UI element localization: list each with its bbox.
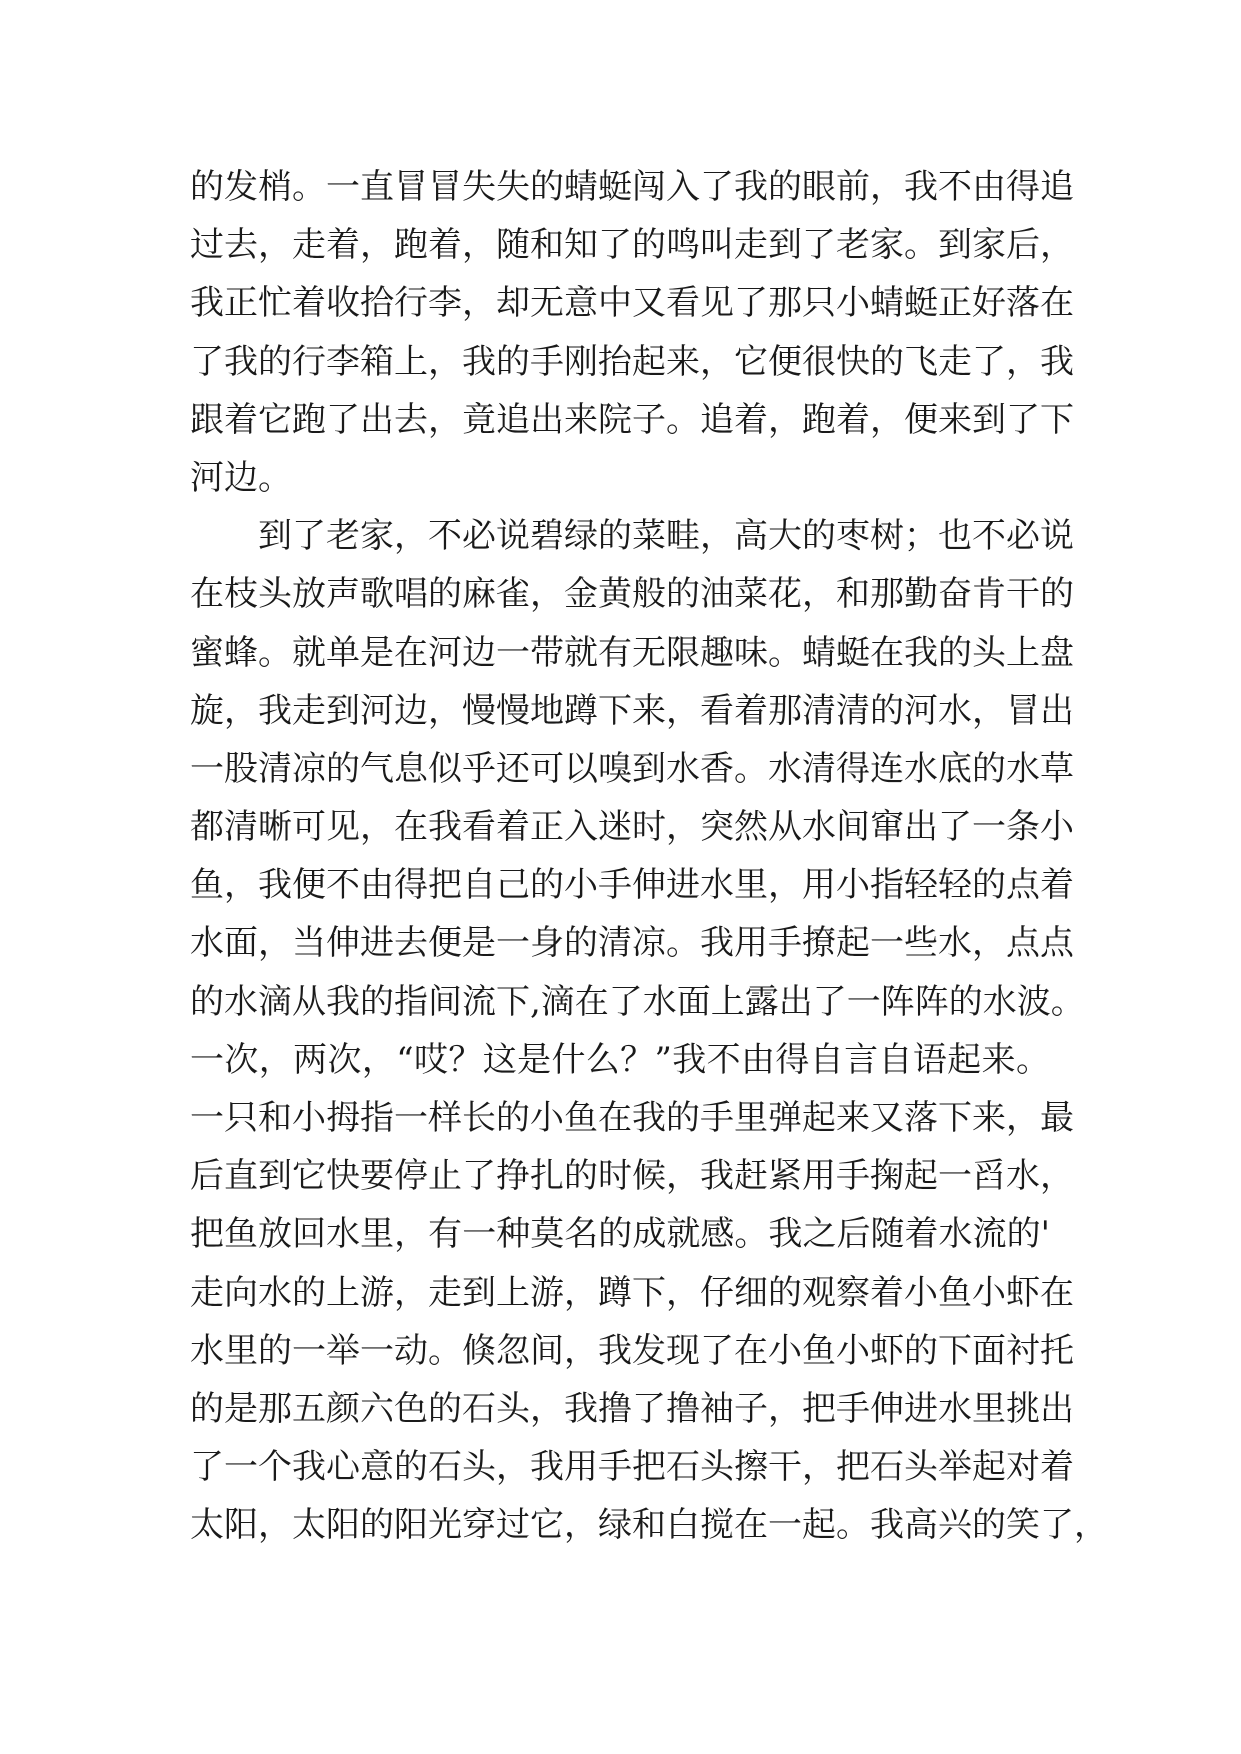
- text-line: 的是那五颜六色的石头，我撸了撸袖子，把手伸进水里挑出: [190, 1388, 1074, 1429]
- text-line: 跟着它跑了出去，竟追出来院子。追着，跑着，便来到了下: [190, 399, 1074, 440]
- text-line: 旋，我走到河边，慢慢地蹲下来，看着那清清的河水，冒出: [190, 690, 1074, 731]
- text-line: 过去，走着，跑着，随和知了的鸣叫走到了老家。到家后，: [190, 225, 1074, 266]
- text-line: 一只和小拇指一样长的小鱼在我的手里弹起来又落下来，最: [190, 1098, 1074, 1138]
- text-line: 我正忙着收拾行李，却无意中又看见了那只小蜻蜓正好落在: [190, 283, 1074, 324]
- text-line: 水里的一举一动。倏忽间，我发现了在小鱼小虾的下面衬托: [190, 1330, 1074, 1371]
- text-line: 走向水的上游，走到上游，蹲下，仔细的观察着小鱼小虾在: [190, 1272, 1074, 1313]
- text-line: 在枝头放声歌唱的麻雀，金黄般的油菜花，和那勤奋肯干的: [190, 574, 1074, 615]
- text-line: 鱼，我便不由得把自己的小手伸进水里，用小指轻轻的点着: [190, 865, 1074, 906]
- text-line: 水面，当伸进去便是一身的清凉。我用手撩起一些水，点点: [190, 923, 1074, 964]
- text-line: 把鱼放回水里，有一种莫名的成就感。我之后随着水流的': [190, 1214, 1050, 1255]
- text-line: 都清晰可见，在我看着正入迷时，突然从水间窜出了一条小: [190, 807, 1074, 848]
- text-line: 了一个我心意的石头，我用手把石头擦干，把石头举起对着: [190, 1447, 1074, 1488]
- text-line: 河边。: [190, 457, 292, 498]
- text-line: 的水滴从我的指间流下,滴在了水面上露出了一阵阵的水波。: [190, 981, 1085, 1022]
- text-line: 了我的行李箱上，我的手刚抬起来，它便很快的飞走了，我: [190, 341, 1074, 382]
- text-line: 蜜蜂。就单是在河边一带就有无限趣味。蜻蜓在我的头上盘: [190, 632, 1074, 673]
- text-line: 太阳，太阳的阳光穿过它，绿和白搅在一起。我高兴的笑了，: [190, 1505, 1108, 1546]
- text-line: 到了老家，不必说碧绿的菜畦，高大的枣树；也不必说: [258, 516, 1074, 557]
- paragraph: [190, 158, 1074, 507]
- text-line: 一次，两次，“哎？这是什么？”我不由得自言自语起来。: [190, 1039, 1050, 1080]
- text-line: 的发梢。一直冒冒失失的蜻蜓闯入了我的眼前，我不由得追: [190, 167, 1074, 207]
- text-line: 一股清凉的气息似乎还可以嗅到水香。水清得连水底的水草: [190, 748, 1074, 789]
- paragraph: [190, 507, 1108, 1554]
- text-line: 后直到它快要停止了挣扎的时候，我赶紧用手掬起一舀水，: [190, 1156, 1074, 1197]
- body-text: [190, 158, 1108, 1555]
